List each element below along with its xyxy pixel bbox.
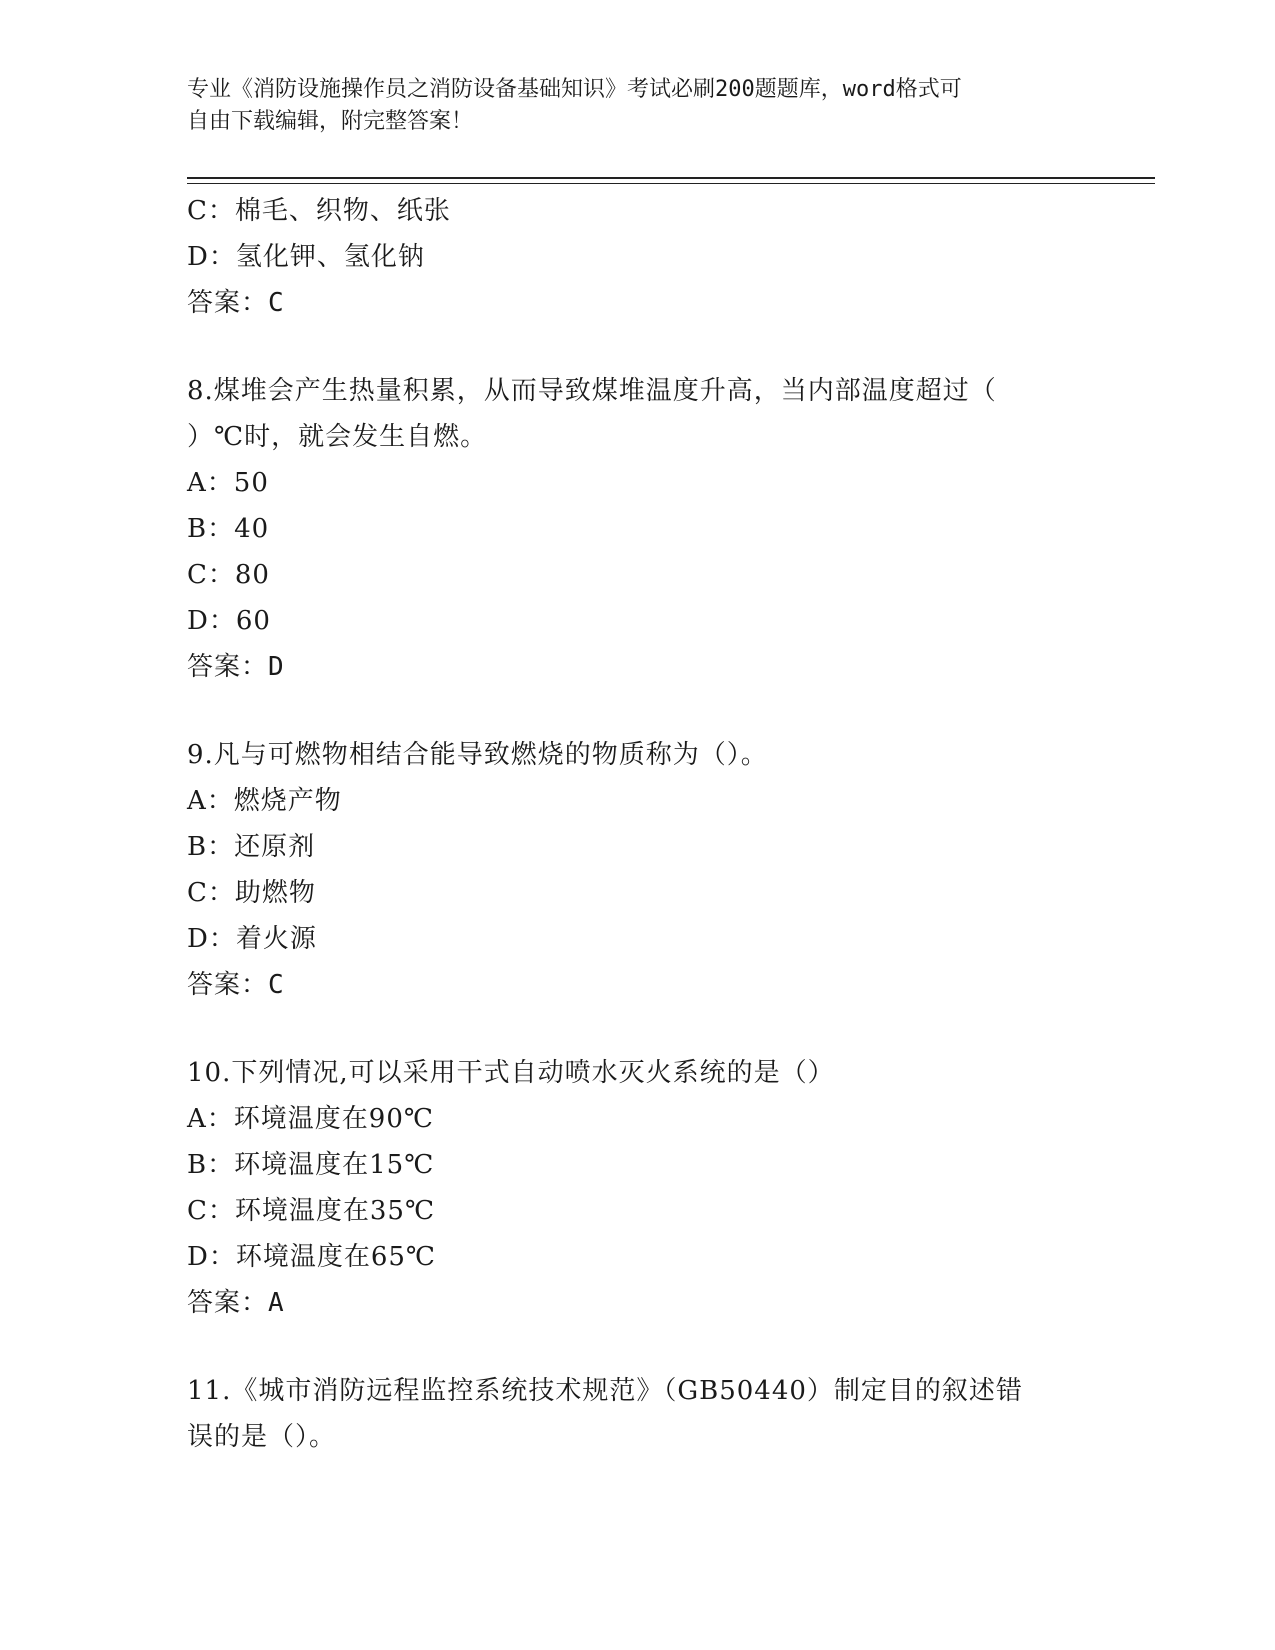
option-b: B：40 [187, 514, 270, 544]
question-stem-line-1: 11.《城市消防远程监控系统技术规范》（GB50440）制定目的叙述错 [187, 1376, 1023, 1406]
answer-value: A [268, 1288, 285, 1318]
question-11 [187, 1368, 1067, 1460]
question-stem-line-1: 10.下列情况,可以采用干式自动喷水灭火系统的是（） [187, 1058, 835, 1088]
answer-value: C [268, 970, 285, 1000]
answer-value: D [268, 652, 285, 682]
option-a: A：环境温度在90℃ [187, 1104, 434, 1134]
answer-label: 答案： [187, 970, 269, 1000]
option-a: A：燃烧产物 [187, 786, 342, 816]
answer-line [187, 280, 1067, 326]
option-b: B：还原剂 [187, 832, 316, 862]
question-stem-line-2: ）℃时，就会发生自燃。 [187, 422, 488, 452]
answer-line [187, 962, 1067, 1008]
answer-line [187, 644, 1067, 690]
answer-label: 答案： [187, 288, 269, 318]
option-d: D：60 [187, 606, 271, 636]
option-c: C：环境温度在35℃ [187, 1196, 436, 1226]
question-9 [187, 732, 1067, 1008]
option-d: D：氢化钾、氢化钠 [187, 242, 425, 272]
question-stem-line-2: 误的是（）。 [187, 1422, 337, 1452]
header-line-1: 专业《消防设施操作员之消防设备基础知识》考试必刷200题题库，word格式可 [187, 77, 962, 102]
option-d: D：着火源 [187, 924, 317, 954]
header-line-2: 自由下载编辑，附完整答案！ [187, 109, 474, 134]
question-10 [187, 1050, 1067, 1326]
question-list [187, 188, 1067, 1460]
answer-line [187, 1280, 1067, 1326]
option-a: A：50 [187, 468, 269, 498]
answer-value: C [268, 288, 285, 318]
question-8 [187, 368, 1067, 690]
header-divider-thin [187, 183, 1155, 184]
question-stem-line-1: 8.煤堆会产生热量积累，从而导致煤堆温度升高，当内部温度超过（ [187, 376, 997, 406]
header-divider-thick [187, 177, 1155, 179]
answer-label: 答案： [187, 1288, 269, 1318]
answer-label: 答案： [187, 652, 269, 682]
option-d: D：环境温度在65℃ [187, 1242, 437, 1272]
option-c: C：棉毛、织物、纸张 [187, 196, 451, 226]
document-header [187, 74, 1067, 138]
option-c: C：助燃物 [187, 878, 316, 908]
question-stem-line-1: 9.凡与可燃物相结合能导致燃烧的物质称为（）。 [187, 740, 768, 770]
option-c: C：80 [187, 560, 270, 590]
question-7-tail [187, 188, 1067, 326]
option-b: B：环境温度在15℃ [187, 1150, 435, 1180]
